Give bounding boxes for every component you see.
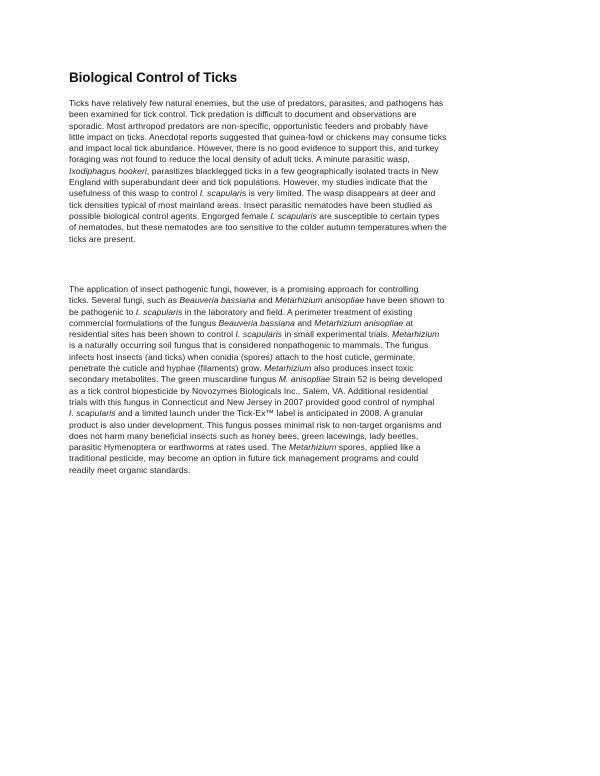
text-run: secondary metabolites. The green muscardine fungus: [69, 374, 279, 385]
text-run: have been shown to: [364, 295, 445, 306]
text-line: [69, 154, 534, 165]
text-run: England with superabundant deer and tick populations. However, my studies indicate that the: [69, 177, 428, 188]
text-line: [69, 374, 534, 385]
text-line: [69, 121, 534, 132]
italic-term: Metarhizium: [264, 363, 312, 374]
paragraph-2: [69, 284, 534, 476]
text-line: [69, 408, 534, 419]
italic-term: Metarhizium: [392, 329, 440, 340]
text-run: infects host insects (and ticks) when conidia (spores) attach to the host cuticle, germinate,: [69, 351, 416, 362]
text-run: product is also under development. This fungus posses minimal risk to non-target organisms and: [69, 419, 442, 430]
text-run: Ticks have relatively few natural enemies, but the use of predators, parasites, and pathogens has: [69, 98, 444, 108]
text-line: [69, 329, 534, 340]
text-line: [69, 98, 534, 109]
italic-term: Metarhizium: [288, 442, 337, 453]
text-line: [69, 166, 534, 177]
text-line: [69, 431, 534, 442]
text-run: of nematodes, but these nematodes are too sensitive to the colder autumn temperatures when the: [69, 222, 447, 233]
text-line: [69, 177, 534, 188]
text-line: [69, 222, 534, 233]
text-line: [69, 318, 534, 329]
text-line: [69, 465, 534, 476]
text-run: and: [294, 317, 315, 328]
italic-term: Beauveria bassiana: [179, 295, 256, 306]
text-line: [69, 442, 534, 453]
text-run: spores, applied like a: [336, 442, 421, 453]
text-line: [69, 453, 534, 464]
text-run: usefulness of this wasp to control: [69, 188, 200, 199]
italic-term: I. scapularis: [270, 210, 317, 221]
text-run: in the laboratory and field. A perimeter treatment of existing: [182, 306, 413, 317]
text-run: at: [403, 317, 413, 328]
text-run: ticks. Several fungi, such as: [69, 295, 180, 306]
text-line: [69, 420, 534, 431]
italic-term: I. scapularis: [199, 188, 247, 199]
text-run: The application of insect pathogenic fungi, however, is a promising approach for controlling: [69, 284, 419, 294]
text-run: is very limited. The wasp disappears at deer and: [246, 188, 436, 199]
text-run: trials with this fungus in Connecticut and New Jersey in 2007 provided good control of nymphal: [69, 396, 435, 407]
text-run: possible biological control agents. Engorged female: [69, 210, 271, 221]
text-line: [69, 397, 534, 408]
text-run: little impact on ticks. Anecdotal reports suggested that guinea-fowl or chickens may consume ticks: [69, 131, 447, 142]
text-run: are susceptible to certain types: [316, 210, 440, 221]
text-line: [69, 109, 534, 120]
text-run: Strain 52 is being developed: [330, 374, 443, 385]
text-run: is a naturally occurring soil fungus that is considered nonpathogenic to mammals. The fungus: [69, 340, 429, 351]
text-run: readily meet organic standards.: [69, 464, 191, 475]
document-title: Biological Control of Ticks: [69, 70, 238, 85]
italic-term: Ixodiphagus hookeri: [69, 165, 147, 176]
text-line: [69, 132, 534, 143]
text-line: [69, 188, 534, 199]
text-run: penetrate the cuticle and hyphae (filaments) grow.: [69, 363, 265, 374]
paragraph-1: [69, 98, 534, 245]
text-run: tick densities typical of most mainland areas. Insect parasitic nematodes have been studied as: [69, 199, 433, 210]
text-line: [69, 284, 534, 295]
text-run: parasitic Hymenoptera or earthworms at rates used. The: [69, 442, 289, 453]
text-run: commercial formulations of the fungus: [69, 317, 219, 328]
text-run: sporadic. Most arthropod predators are non-specific, opportunistic feeders and probably have: [69, 120, 429, 131]
text-run: also produces insect toxic: [311, 363, 414, 374]
text-run: residential sites has been shown to control: [69, 329, 236, 340]
italic-term: Beauveria bassiana: [218, 317, 295, 328]
text-line: [69, 234, 534, 245]
text-run: in small experimental trials.: [282, 329, 393, 340]
italic-term: I. scapularis: [69, 408, 116, 419]
text-run: ticks are present.: [69, 233, 136, 244]
italic-term: I. scapularis: [235, 329, 283, 340]
text-line: [69, 211, 534, 222]
text-run: traditional pesticide, may become an option in future tick management programs and could: [69, 453, 419, 464]
text-run: does not harm many beneficial insects such as honey bees, green lacewings, lady beetles,: [69, 430, 419, 441]
text-line: [69, 352, 534, 363]
text-run: and impact local tick abundance. However, there is no good evidence to support this, and turkey: [69, 143, 439, 154]
text-line: [69, 363, 534, 374]
text-run: be pathogenic to: [69, 306, 136, 317]
text-run: and a limited launch under the Tick-Ex™ label is anticipated in 2008. A granular: [115, 408, 424, 419]
text-run: as a tick control biopesticide by Novozymes Biologicals Inc., Salem, VA. Additional residential: [69, 385, 429, 396]
text-line: [69, 295, 534, 306]
text-run: and: [255, 295, 276, 306]
italic-term: Metarhizium anisopliae: [314, 317, 404, 328]
italic-term: M. anisopliae: [278, 374, 331, 385]
italic-term: I. scapularis: [135, 306, 183, 317]
text-line: [69, 200, 534, 211]
text-run: been examined for tick control. Tick predation is difficult to document and observations are: [69, 109, 417, 120]
text-line: [69, 386, 534, 397]
italic-term: Metarhizium anisopliae: [275, 295, 365, 306]
text-line: [69, 340, 534, 351]
text-run: , parasitizes blacklegged ticks in a few geographically isolated tracts in New: [146, 165, 439, 176]
text-run: foraging was not found to reduce the local density of adult ticks. A minute parasitic wasp,: [69, 154, 410, 165]
text-line: [69, 143, 534, 154]
text-line: [69, 307, 534, 318]
